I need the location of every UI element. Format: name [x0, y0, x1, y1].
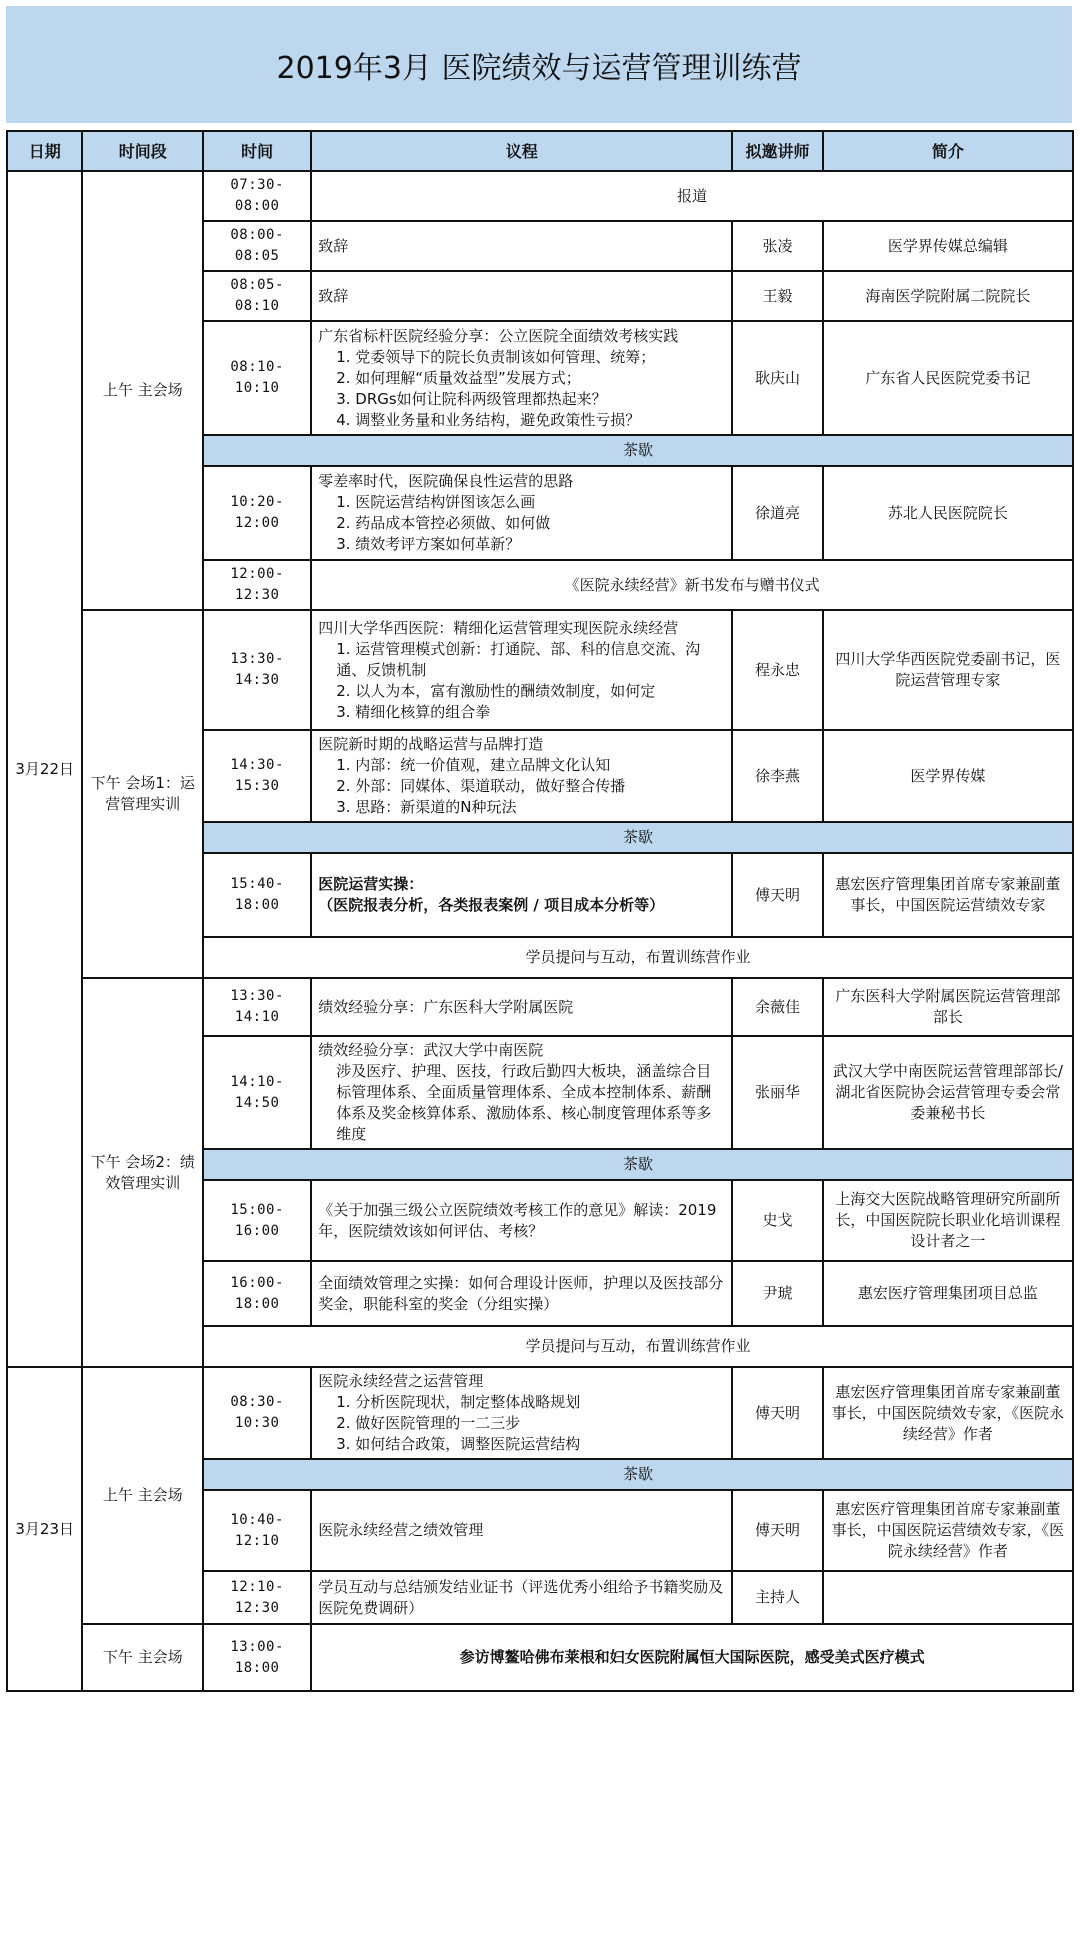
- speaker-cell: 尹琥: [732, 1261, 823, 1326]
- speaker-cell: 傅天明: [732, 853, 823, 937]
- speaker-cell: 张丽华: [732, 1036, 823, 1149]
- agenda-cell: 报道: [311, 171, 1073, 221]
- intro-cell: 广东省人民医院党委书记: [823, 321, 1073, 435]
- agenda-item: 1. 内部：统一价值观，建立品牌文化认知: [336, 756, 611, 774]
- page-title: 2019年3月 医院绩效与运营管理训练营: [6, 6, 1072, 123]
- agenda-table: [6, 130, 1074, 1692]
- table-row: [7, 610, 1073, 730]
- agenda-items: [318, 1061, 725, 1145]
- time-cell: 14:10-14:50: [203, 1036, 311, 1149]
- speaker-cell: 史戈: [732, 1180, 823, 1261]
- agenda-cell: [311, 853, 732, 937]
- agenda-item: 1. 党委领导下的院长负责制该如何管理、统筹；: [336, 347, 656, 366]
- time-cell: 08:10-10:10: [203, 321, 311, 435]
- agenda-items: [318, 755, 725, 818]
- time-cell: 08:00-08:05: [203, 221, 311, 271]
- agenda-title: 致辞: [318, 236, 349, 255]
- agenda-title: 医院新时期的战略运营与品牌打造: [318, 735, 544, 753]
- tea-break: 茶歇: [203, 822, 1073, 853]
- agenda-item: 2. 做好医院管理的一二三步: [336, 1414, 521, 1432]
- header-intro: 简介: [823, 131, 1073, 171]
- agenda-item: 涉及医疗、护理、医技，行政后勤四大板块，涵盖综合目标管理体系、全面质量管理体系、全成本控制体系、薪酬体系及奖金核算体系、激励体系、核心制度管理体系等多维度: [336, 1062, 712, 1143]
- agenda-cell: 参访博鳌哈佛布莱根和妇女医院附属恒大国际医院，感受美式医疗模式: [311, 1624, 1073, 1691]
- time-cell: 13:30-14:30: [203, 610, 311, 730]
- agenda-cell: [311, 221, 732, 271]
- agenda-cell: 《医院永续经营》新书发布与赠书仪式: [311, 560, 1073, 610]
- intro-cell: 惠宏医疗管理集团首席专家兼副董事长，中国医院运营绩效专家，《医院永续经营》作者: [823, 1490, 1073, 1571]
- assignment-note: 学员提问与互动，布置训练营作业: [203, 937, 1073, 978]
- intro-cell: 四川大学华西医院党委副书记，医院运营管理专家: [823, 610, 1073, 730]
- speaker-cell: 耿庆山: [732, 321, 823, 435]
- table-row: [7, 978, 1073, 1036]
- agenda-title: 零差率时代，医院确保良性运营的思路: [318, 472, 574, 490]
- agenda-item: 3. 绩效考评方案如何革新？: [336, 535, 521, 553]
- speaker-cell: 徐李燕: [732, 730, 823, 822]
- time-cell: 15:40-18:00: [203, 853, 311, 937]
- agenda-cell: [311, 466, 732, 560]
- table-row: [7, 1367, 1073, 1459]
- agenda-item: 2. 如何理解“质量效益型”发展方式；: [336, 368, 581, 387]
- tea-break: 茶歇: [203, 1149, 1073, 1180]
- agenda-cell: [311, 1180, 732, 1261]
- tea-break: 茶歇: [203, 1459, 1073, 1490]
- agenda-cell: [311, 978, 732, 1036]
- speaker-cell: 余薇佳: [732, 978, 823, 1036]
- table-header-row: [7, 131, 1073, 171]
- agenda-cell: [311, 1571, 732, 1624]
- agenda-cell: [311, 610, 732, 730]
- agenda-items: [318, 639, 725, 723]
- agenda-cell: [311, 1490, 732, 1571]
- speaker-cell: 徐道亮: [732, 466, 823, 560]
- agenda-title: 学员互动与总结颁发结业证书（评选优秀小组给予书籍奖励及医院免费调研）: [318, 1577, 724, 1617]
- agenda-title: 四川大学华西医院：精细化运营管理实现医院永续经营: [318, 618, 679, 637]
- time-cell: 13:00-18:00: [203, 1624, 311, 1691]
- agenda-item: 4. 调整业务量和业务结构，避免政策性亏损？: [336, 410, 641, 429]
- header-date: 日期: [7, 131, 82, 171]
- speaker-cell: 傅天明: [732, 1367, 823, 1459]
- intro-cell: 苏北人民医院院长: [823, 466, 1073, 560]
- session-cell: 下午 会场1：运营管理实训: [82, 610, 203, 978]
- time-cell: 12:00-12:30: [203, 560, 311, 610]
- agenda-item: 1. 运营管理模式创新：打通院、部、科的信息交流、沟通、反馈机制: [336, 639, 701, 679]
- agenda-cell: [311, 1261, 732, 1326]
- time-cell: 14:30-15:30: [203, 730, 311, 822]
- agenda-item: 2. 药品成本管控必须做、如何做: [336, 514, 551, 532]
- time-cell: 08:30-10:30: [203, 1367, 311, 1459]
- intro-cell: 医学界传媒总编辑: [823, 221, 1073, 271]
- agenda-items: [318, 492, 725, 555]
- agenda-cell: [311, 271, 732, 321]
- agenda-cell: [311, 730, 732, 822]
- agenda-title: 医院永续经营之运营管理: [318, 1372, 484, 1390]
- agenda-title: 《关于加强三级公立医院绩效考核工作的意见》解读：2019年，医院绩效该如何评估、考核？: [318, 1200, 717, 1240]
- header-time: 时间: [203, 131, 311, 171]
- agenda-title: 医院运营实操：: [318, 875, 424, 893]
- agenda-title: （医院报表分析，各类报表案例 / 项目成本分析等）: [318, 896, 665, 914]
- time-cell: 12:10-12:30: [203, 1571, 311, 1624]
- agenda-title: 绩效经验分享：广东医科大学附属医院: [318, 997, 574, 1016]
- speaker-cell: 王毅: [732, 271, 823, 321]
- tea-break: 茶歇: [203, 435, 1073, 466]
- agenda-cell: [311, 1367, 732, 1459]
- agenda-title: 全面绩效管理之实操：如何合理设计医师，护理以及医技部分奖金，职能科室的奖金（分组实操）: [318, 1273, 724, 1313]
- session-cell: 下午 会场2：绩效管理实训: [82, 978, 203, 1367]
- date-cell: 3月23日: [7, 1367, 82, 1691]
- agenda-item: 3. 思路：新渠道的N种玩法: [336, 798, 517, 816]
- time-cell: 10:20-12:00: [203, 466, 311, 560]
- agenda-item: 1. 医院运营结构饼图该怎么画: [336, 493, 536, 511]
- intro-cell: [823, 1571, 1073, 1624]
- speaker-cell: 张凌: [732, 221, 823, 271]
- intro-cell: 惠宏医疗管理集团首席专家兼副董事长，中国医院绩效专家，《医院永续经营》作者: [823, 1367, 1073, 1459]
- table-row: [7, 1624, 1073, 1691]
- session-cell: 上午 主会场: [82, 1367, 203, 1624]
- intro-cell: 海南医学院附属二院院长: [823, 271, 1073, 321]
- header-session: 时间段: [82, 131, 203, 171]
- agenda-item: 1. 分析医院现状，制定整体战略规划: [336, 1393, 581, 1411]
- agenda-item: 3. DRGs如何让院科两级管理都热起来？: [336, 389, 607, 408]
- agenda-item: 3. 精细化核算的组合拳: [336, 702, 491, 721]
- speaker-cell: 主持人: [732, 1571, 823, 1624]
- agenda-item: 3. 如何结合政策，调整医院运营结构: [336, 1435, 581, 1453]
- agenda-title: 广东省标杆医院经验分享：公立医院全面绩效考核实践: [318, 326, 679, 345]
- agenda-title: 绩效经验分享：武汉大学中南医院: [318, 1041, 544, 1059]
- agenda-item: 2. 外部：同媒体、渠道联动，做好整合传播: [336, 777, 626, 795]
- intro-cell: 武汉大学中南医院运营管理部部长/湖北省医院协会运营管理专委会常委兼秘书长: [823, 1036, 1073, 1149]
- agenda-title: 医院永续经营之绩效管理: [318, 1521, 484, 1539]
- time-cell: 15:00-16:00: [203, 1180, 311, 1261]
- intro-cell: 上海交大医院战略管理研究所副所长，中国医院院长职业化培训课程设计者之一: [823, 1180, 1073, 1261]
- time-cell: 10:40-12:10: [203, 1490, 311, 1571]
- session-cell: 下午 主会场: [82, 1624, 203, 1691]
- time-cell: 13:30-14:10: [203, 978, 311, 1036]
- agenda-title: 致辞: [318, 286, 349, 305]
- time-cell: 08:05-08:10: [203, 271, 311, 321]
- date-cell: 3月22日: [7, 171, 82, 1367]
- header-agenda: 议程: [311, 131, 732, 171]
- intro-cell: 惠宏医疗管理集团首席专家兼副董事长，中国医院运营绩效专家: [823, 853, 1073, 937]
- agenda-items: [318, 1392, 725, 1455]
- intro-cell: 医学界传媒: [823, 730, 1073, 822]
- header-speaker: 拟邀讲师: [732, 131, 823, 171]
- agenda-cell: [311, 1036, 732, 1149]
- agenda-items: [318, 347, 725, 431]
- intro-cell: 广东医科大学附属医院运营管理部部长: [823, 978, 1073, 1036]
- agenda-item: 2. 以人为本，富有激励性的酬绩效制度，如何定: [336, 681, 656, 700]
- table-row: [7, 171, 1073, 221]
- time-cell: 07:30-08:00: [203, 171, 311, 221]
- assignment-note: 学员提问与互动，布置训练营作业: [203, 1326, 1073, 1367]
- time-cell: 16:00-18:00: [203, 1261, 311, 1326]
- agenda-cell: [311, 321, 732, 435]
- intro-cell: 惠宏医疗管理集团项目总监: [823, 1261, 1073, 1326]
- speaker-cell: 程永忠: [732, 610, 823, 730]
- session-cell: 上午 主会场: [82, 171, 203, 610]
- speaker-cell: 傅天明: [732, 1490, 823, 1571]
